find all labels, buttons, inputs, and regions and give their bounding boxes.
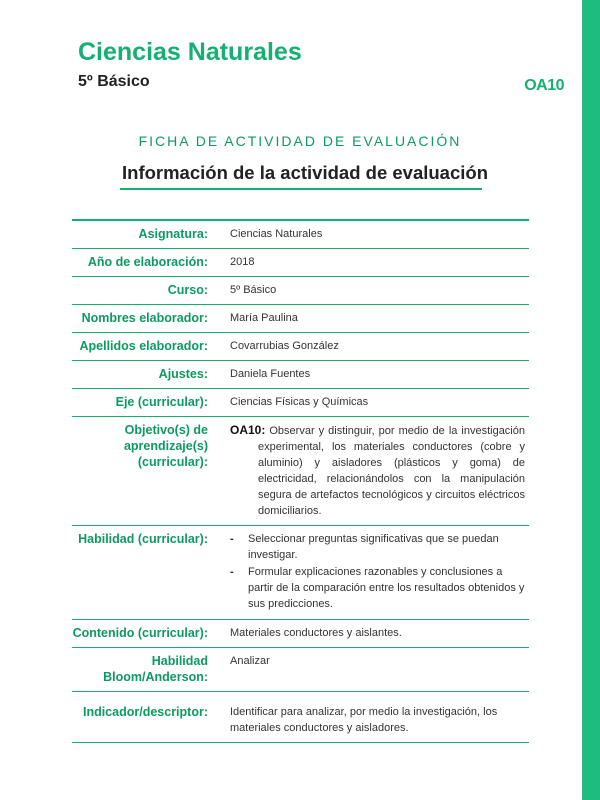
row-value: Ciencias Físicas y Químicas — [230, 396, 369, 408]
bullet-dash: - — [230, 566, 234, 578]
objective-code: OA10: — [230, 423, 266, 437]
heading-underline — [120, 188, 482, 190]
row-label: Nombres elaborador: — [81, 311, 208, 325]
row-value: Materiales conductores y aislantes. — [230, 627, 402, 639]
table-row-contenido — [72, 620, 529, 648]
table-row-apellidos — [72, 333, 529, 361]
document-kicker: FICHA DE ACTIVIDAD DE EVALUACIÓN — [138, 133, 462, 149]
skill-list — [230, 531, 525, 612]
table-row-asignatura — [72, 221, 529, 249]
subject-title: Ciencias Naturales — [78, 38, 302, 66]
table-row-curso — [72, 277, 529, 305]
document-heading: Información de la actividad de evaluación — [122, 162, 488, 183]
row-label: Apellidos elaborador: — [79, 339, 208, 353]
table-row-nombres — [72, 305, 529, 333]
row-label: Objetivo(s) de aprendizaje(s) (curricular): — [123, 423, 208, 469]
table-row-anio — [72, 249, 529, 277]
grade-label: 5º Básico — [78, 73, 150, 90]
row-value-habilidad — [230, 531, 529, 613]
oa-code-badge: OA10 — [524, 77, 564, 94]
row-label: Eje (curricular): — [115, 395, 208, 409]
table-row-indicador — [72, 692, 529, 743]
objective-text: Observar y distinguir, por medio de la investigación experimental, los materiales conductores (cobre y aluminio) y aisladores (plásticos y goma) de electricidad, relacionándolos con la manipulación segura de artefactos tecnológicos y circuitos eléctricos domiciliarios. — [258, 425, 525, 517]
row-value: 5º Básico — [230, 284, 277, 296]
list-item — [230, 564, 525, 612]
row-label: Indicador/descriptor: — [82, 705, 208, 719]
row-value: 2018 — [230, 256, 255, 268]
row-label: Ajustes: — [158, 367, 208, 381]
row-value: Analizar — [230, 655, 270, 667]
table-row-bloom — [72, 648, 529, 692]
bullet-dash: - — [230, 533, 234, 545]
row-value: María Paulina — [230, 312, 298, 324]
document-heading-block — [120, 162, 488, 190]
row-label: Contenido (curricular): — [72, 626, 208, 640]
row-value: Ciencias Naturales — [230, 228, 323, 240]
list-item — [230, 531, 525, 563]
row-label: Habilidad (curricular): — [78, 532, 208, 546]
row-label: Año de elaboración: — [87, 255, 208, 269]
table-row-habilidad — [72, 526, 529, 620]
table-row-ajustes — [72, 361, 529, 389]
info-table — [72, 219, 529, 743]
row-label: Asignatura: — [138, 227, 208, 241]
skill-item-text: Seleccionar preguntas significativas que se puedan investigar. — [248, 533, 499, 561]
table-row-eje — [72, 389, 529, 417]
skill-item-text: Formular explicaciones razonables y conclusiones a partir de la comparación entre los resultados obtenidos y sus predicciones. — [248, 566, 525, 610]
table-row-objetivo — [72, 417, 529, 526]
side-accent-bar — [582, 0, 600, 800]
row-value-objetivo — [230, 422, 529, 519]
row-label: Habilidad Bloom/Anderson: — [103, 654, 208, 684]
row-label: Curso: — [167, 283, 208, 297]
row-value: Identificar para analizar, por medio la investigación, los materiales conductores y aisladores. — [230, 706, 498, 734]
row-value: Daniela Fuentes — [230, 368, 311, 380]
row-value: Covarrubias González — [230, 340, 339, 352]
